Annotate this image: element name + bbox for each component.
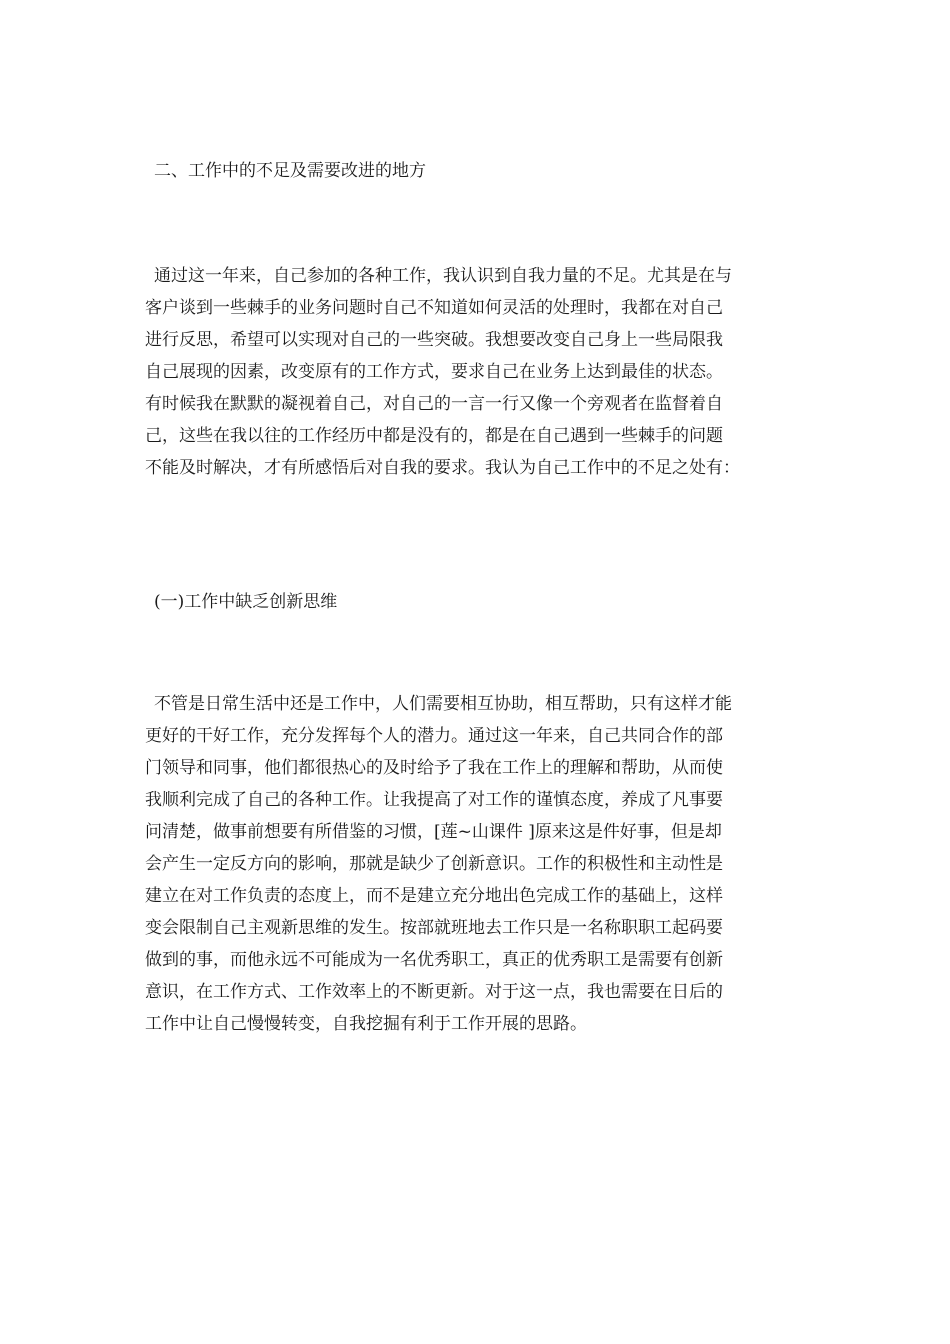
paragraph-line: 门领导和同事，他们都很热心的及时给予了我在工作上的理解和帮助，从而使 bbox=[145, 758, 723, 778]
paragraph-line: 自己展现的因素，改变原有的工作方式，要求自己在业务上达到最佳的状态。 bbox=[145, 362, 723, 382]
paragraph-line: 意识，在工作方式、工作效率上的不断更新。对于这一点，我也需要在日后的 bbox=[145, 982, 723, 1002]
paragraph-line: 通过这一年来，自己参加的各种工作，我认识到自我力量的不足。尤其是在与 bbox=[154, 266, 732, 286]
paragraph-line: 客户谈到一些棘手的业务问题时自己不知道如何灵活的处理时，我都在对自己 bbox=[145, 298, 723, 318]
paragraph-line: 做到的事，而他永远不可能成为一名优秀职工，真正的优秀职工是需要有创新 bbox=[145, 950, 723, 970]
paragraph-line: 问清楚，做事前想要有所借鉴的习惯，[莲~山课件 ]原来这是件好事，但是却 bbox=[145, 822, 722, 842]
paragraph-line: 变会限制自己主观新思维的发生。按部就班地去工作只是一名称职职工起码要 bbox=[145, 918, 723, 938]
paragraph-line: 己，这些在我以往的工作经历中都是没有的，都是在自己遇到一些棘手的问题 bbox=[145, 426, 723, 446]
paragraph-line: 不能及时解决，才有所感悟后对自我的要求。我认为自己工作中的不足之处有： bbox=[145, 458, 740, 478]
subheading: (一)工作中缺乏创新思维 bbox=[154, 592, 338, 612]
paragraph-line: 有时候我在默默的凝视着自己，对自己的一言一行又像一个旁观者在监督着自 bbox=[145, 394, 723, 414]
paragraph-line: 进行反思，希望可以实现对自己的一些突破。我想要改变自己身上一些局限我 bbox=[145, 330, 723, 350]
paragraph-line: 不管是日常生活中还是工作中，人们需要相互协助，相互帮助，只有这样才能 bbox=[154, 694, 732, 714]
paragraph-line: 会产生一定反方向的影响，那就是缺少了创新意识。工作的积极性和主动性是 bbox=[145, 854, 723, 874]
section-heading: 二、工作中的不足及需要改进的地方 bbox=[154, 161, 426, 181]
paragraph-line: 我顺利完成了自己的各种工作。让我提高了对工作的谨慎态度，养成了凡事要 bbox=[145, 790, 723, 810]
paragraph-line: 工作中让自己慢慢转变，自我挖掘有利于工作开展的思路。 bbox=[145, 1014, 587, 1034]
paragraph-line: 建立在对工作负责的态度上，而不是建立充分地出色完成工作的基础上，这样 bbox=[145, 886, 723, 906]
paragraph-1 bbox=[145, 260, 807, 484]
paragraph-2 bbox=[145, 688, 807, 1040]
paragraph-line: 更好的干好工作，充分发挥每个人的潜力。通过这一年来，自己共同合作的部 bbox=[145, 726, 723, 746]
